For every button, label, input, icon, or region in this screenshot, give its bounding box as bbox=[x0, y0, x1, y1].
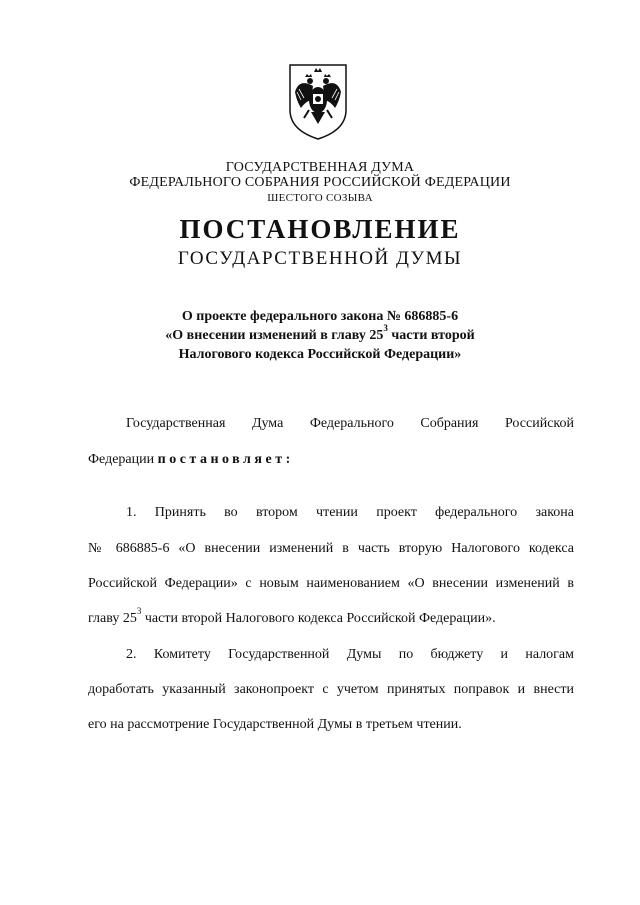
resolves-word: постановляет: bbox=[157, 452, 294, 467]
superscript: 3 bbox=[136, 606, 142, 617]
paragraph-1-line-2: № 686885-6 «О внесении изменений в часть вторую Налогового кодекса bbox=[88, 541, 574, 556]
intro-line-2: Федерации постановляет: bbox=[88, 452, 294, 467]
superscript: 3 bbox=[383, 323, 388, 334]
subject-line-2: «О внесении изменений в главу $25^3$ части второй bbox=[165, 323, 475, 343]
paragraph-1-line-3: Российской Федерации» с новым наименованием «О внесении изменений в bbox=[88, 576, 574, 591]
paragraph-2-line-1: 2. Комитету Государственной Думы по бюджету и налогам bbox=[126, 647, 574, 662]
paragraph-1-line-1: 1. Принять во втором чтении проект федерального закона bbox=[126, 505, 574, 520]
coat-of-arms-icon bbox=[287, 62, 349, 142]
paragraph-2-line-3: его на рассмотрение Государственной Думы в третьем чтении. bbox=[88, 717, 462, 732]
subject-line-1: О проекте федерального закона № 686885-6 bbox=[181, 309, 459, 324]
subject-line-3: Налогового кодекса Российской Федерации» bbox=[178, 347, 462, 362]
paragraph-1-line-4: главу $25^3$ части второй Налогового кодекса Российской Федерации». bbox=[88, 606, 496, 626]
document-issuer: ГОСУДАРСТВЕННОЙ ДУМЫ bbox=[177, 248, 463, 269]
intro-line-1: Государственная Дума Федерального Собрания Российской bbox=[126, 416, 574, 431]
convocation: ШЕСТОГО СОЗЫВА bbox=[267, 192, 373, 204]
document-type: ПОСТАНОВЛЕНИЕ bbox=[179, 214, 461, 244]
paragraph-2-line-2: доработать указанный законопроект с учетом принятых поправок и внести bbox=[88, 682, 574, 697]
org-name-line-2: ФЕДЕРАЛЬНОГО СОБРАНИЯ РОССИЙСКОЙ ФЕДЕРАЦИИ bbox=[129, 175, 511, 190]
org-name-line-1: ГОСУДАРСТВЕННАЯ ДУМА bbox=[225, 160, 415, 175]
